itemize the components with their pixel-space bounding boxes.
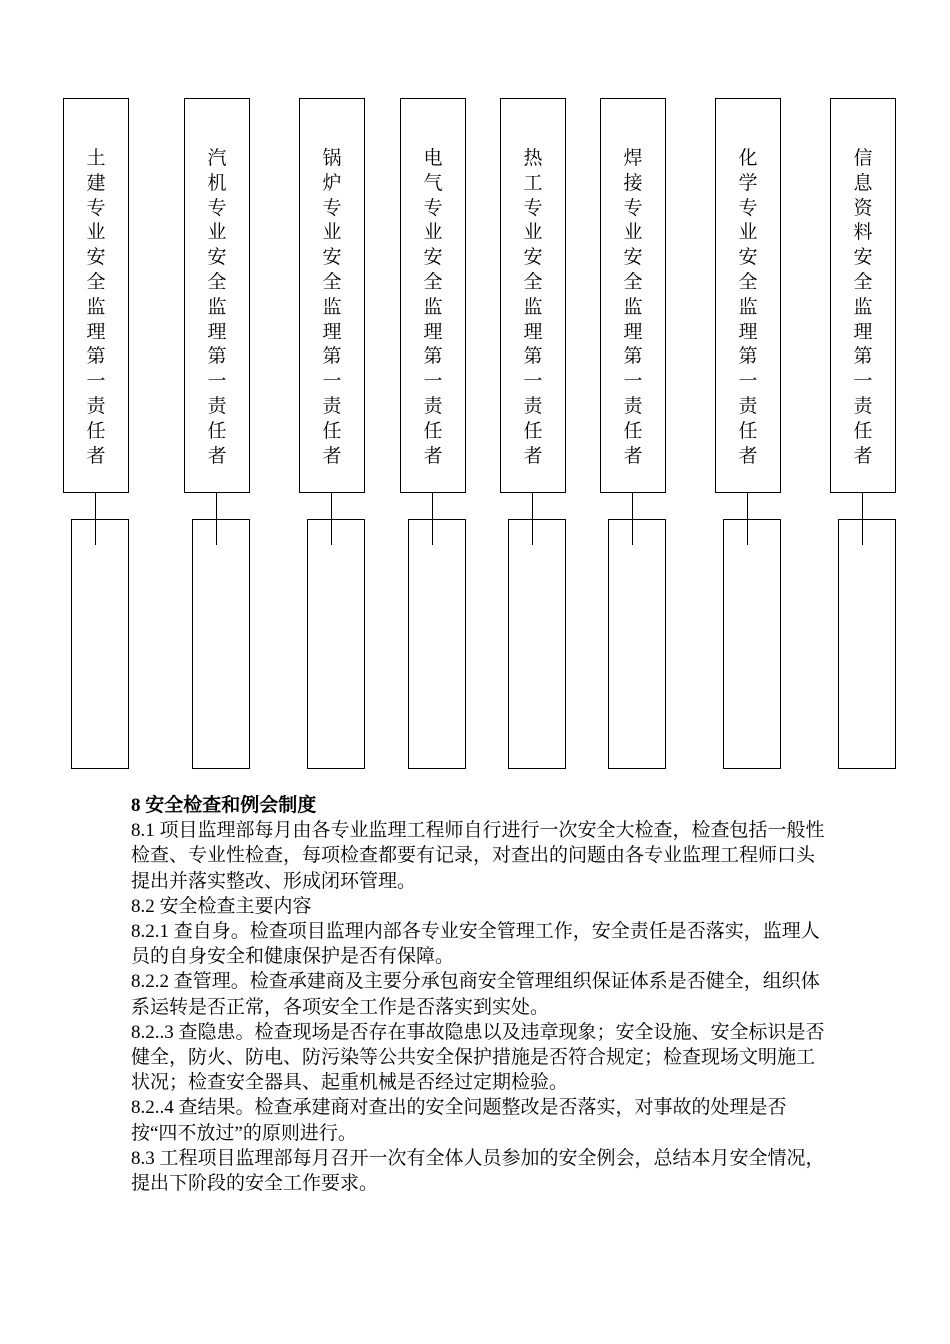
connector-line bbox=[532, 493, 533, 545]
chart-column-boiler bbox=[299, 98, 365, 770]
role-label: 化学专业安全监理第一责任者 bbox=[738, 148, 758, 467]
paragraph-8-2-4: 8.2..4 查结果。检查承建商对查出的安全问题整改是否落实，对事故的处理是否按“四不放过”的原则进行。 bbox=[131, 1097, 787, 1144]
chart-column-thermal bbox=[500, 98, 566, 770]
connector-line bbox=[216, 493, 217, 545]
role-label: 土建专业安全监理第一责任者 bbox=[86, 148, 106, 467]
role-label: 焊接专业安全监理第一责任者 bbox=[623, 148, 643, 467]
role-box bbox=[63, 98, 129, 493]
connector-line bbox=[331, 493, 332, 545]
connector-line bbox=[432, 493, 433, 545]
role-box bbox=[830, 98, 896, 493]
role-label: 信息资料安全监理第一责任者 bbox=[853, 148, 873, 467]
role-label: 热工专业安全监理第一责任者 bbox=[523, 148, 543, 467]
sub-box bbox=[408, 519, 466, 769]
paragraph-8-2: 8.2 安全检查主要内容 bbox=[131, 895, 312, 917]
connector-line bbox=[632, 493, 633, 545]
chart-column-turbine bbox=[184, 98, 250, 770]
sub-box bbox=[838, 519, 896, 769]
paragraph-8-2-1: 8.2.1 查自身。检查项目监理内部各专业安全管理工作，安全责任是否落实，监理人员的自身安全和健康保护是否有保障。 bbox=[131, 921, 820, 968]
chart-column-information bbox=[830, 98, 896, 770]
section-8 bbox=[131, 793, 831, 1196]
paragraph-8-2-3: 8.2..3 查隐患。检查现场是否存在事故隐患以及违章现象；安全设施、安全标识是否健全，防火、防电、防污染等公共安全保护措施是否符合规定；检查现场文明施工状况；检查安全器具、起重机械是否经过定期检验。 bbox=[131, 1021, 825, 1094]
paragraph-8-3: 8.3 工程项目监理部每月召开一次有全体人员参加的安全例会，总结本月安全情况，提出下阶段的安全工作要求。 bbox=[131, 1147, 825, 1195]
paragraph-8-2-2: 8.2.2 查管理。检查承建商及主要分承包商安全管理组织保证体系是否健全，组织体系运转是否正常，各项安全工作是否落实到实处。 bbox=[131, 971, 820, 1018]
role-box bbox=[500, 98, 566, 493]
connector-line bbox=[747, 493, 748, 545]
role-box bbox=[299, 98, 365, 493]
chart-column-civil bbox=[63, 98, 129, 770]
sub-box bbox=[71, 519, 129, 769]
connector-line bbox=[862, 493, 863, 545]
role-label: 锅炉专业安全监理第一责任者 bbox=[322, 148, 342, 467]
sub-box bbox=[608, 519, 666, 769]
paragraph-8-1: 8.1 项目监理部每月由各专业监理工程师自行进行一次安全大检查，检查包括一般性检查、专业性检查，每项检查都要有记录，对查出的问题由各专业监理工程师口头提出并落实整改、形成闭环管理。 bbox=[131, 820, 825, 892]
role-box bbox=[400, 98, 466, 493]
section-number: 8 bbox=[131, 795, 141, 816]
chart-column-welding bbox=[600, 98, 666, 770]
section-title: 安全检查和例会制度 bbox=[145, 795, 317, 816]
sub-box bbox=[723, 519, 781, 769]
chart-column-electrical bbox=[400, 98, 466, 770]
role-box bbox=[715, 98, 781, 493]
sub-box bbox=[192, 519, 250, 769]
role-box bbox=[600, 98, 666, 493]
sub-box bbox=[307, 519, 365, 769]
role-label: 汽机专业安全监理第一责任者 bbox=[207, 148, 227, 467]
connector-line bbox=[95, 493, 96, 545]
sub-box bbox=[508, 519, 566, 769]
section-heading bbox=[131, 793, 831, 818]
chart-column-chemistry bbox=[715, 98, 781, 770]
role-label: 电气专业安全监理第一责任者 bbox=[423, 148, 443, 467]
role-box bbox=[184, 98, 250, 493]
